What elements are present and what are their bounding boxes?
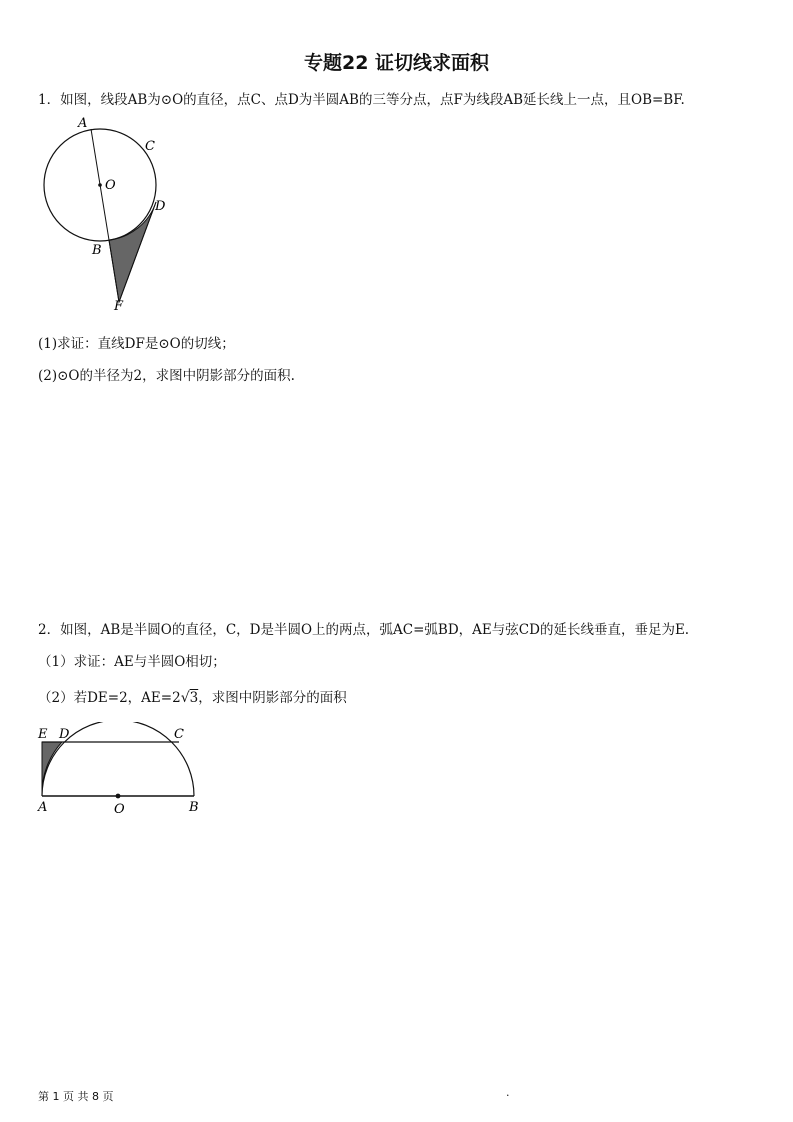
q1-center-point: [98, 183, 102, 187]
sqrt-sign: √: [180, 690, 190, 706]
q2-part2-post: ，求图中阴影部分的面积: [198, 690, 347, 706]
q1-part2: (2)⊙O的半径为2，求图中阴影部分的面积.: [38, 368, 295, 384]
q2-center-point: [116, 794, 121, 799]
q2-label-d: D: [59, 727, 70, 742]
q1-label-o: O: [105, 178, 116, 193]
q1-shaded-region: [109, 202, 156, 302]
q2-shaded-region: [42, 742, 62, 796]
q2-part2-pre: （2）若DE=2，AE=2: [38, 690, 181, 706]
q2-label-a: A: [38, 800, 48, 815]
q1-label-c: C: [145, 139, 155, 154]
q1-label-f: F: [114, 299, 124, 314]
q1-label-d: D: [155, 199, 166, 214]
page-number: 第 1 页 共 8 页: [38, 1090, 114, 1103]
q2-stem: 2．如图，AB是半圆O的直径，C，D是半圆O上的两点，弧AC=弧BD，AE与弦CD的延长线垂直，垂足为E.: [38, 622, 690, 638]
q1-stem: 1．如图，线段AB为⊙O的直径，点C、点D为半圆AB的三等分点，点F为线段AB延长线上一点，且OB=BF.: [38, 92, 685, 108]
q1-label-b: B: [92, 243, 102, 258]
page-title: 专题22 证切线求面积: [303, 52, 490, 74]
q2-part2: [38, 686, 347, 706]
q1-label-a: A: [78, 116, 88, 131]
q2-label-o: O: [114, 802, 125, 817]
footer-dot: .: [506, 1086, 510, 1099]
q2-label-e: E: [38, 727, 48, 742]
q1-figure: [36, 112, 176, 317]
q2-figure: [34, 722, 202, 817]
q2-label-b: B: [189, 800, 199, 815]
q2-label-c: C: [174, 727, 184, 742]
q2-part1: （1）求证：AE与半圆O相切；: [38, 654, 226, 670]
q1-part1: (1)求证：直线DF是⊙O的切线；: [38, 336, 235, 352]
q2-part2-radicand: 3: [189, 690, 199, 706]
